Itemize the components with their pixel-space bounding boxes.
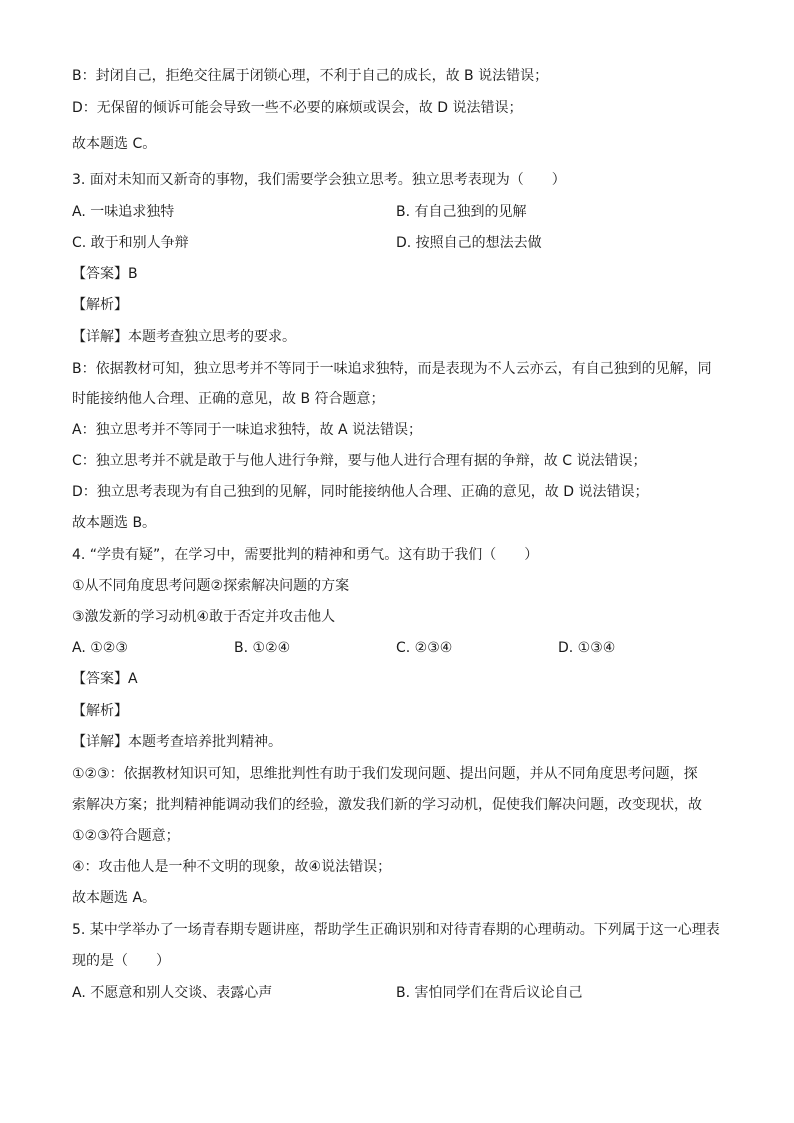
text-line: ①②③符合题意； bbox=[72, 828, 180, 844]
question-4-stem: 4. “学贵有疑”，在学习中，需要批判的精神和勇气。这有助于我们（ ） bbox=[72, 547, 539, 563]
text-line: 故本题选 C。 bbox=[72, 136, 157, 152]
q4-option-b: B. ①②④ bbox=[234, 640, 291, 656]
text-line: 故本题选 A。 bbox=[72, 890, 157, 906]
text-line: B：封闭自己，拒绝交往属于闭锁心理，不利于自己的成长，故 B 说法错误； bbox=[72, 68, 549, 84]
q4-option-c: C. ②③④ bbox=[396, 640, 453, 656]
text-line: ①②③：依据教材知识可知，思维批判性有助于我们发现问题、提出问题，并从不同角度思考问题，探 bbox=[72, 766, 698, 782]
text-line: 时能接纳他人合理、正确的意见，故 B 符合题意； bbox=[72, 391, 385, 407]
q4-analysis-heading: 【解析】 bbox=[72, 703, 128, 719]
text-line: A：独立思考并不等同于一味追求独特，故 A 说法错误； bbox=[72, 422, 423, 438]
text-line: D：独立思考表现为有自己独到的见解，同时能接纳他人合理、正确的意见，故 D 说法错误； bbox=[72, 484, 649, 500]
text-line: D：无保留的倾诉可能会导致一些不必要的麻烦或误会，故 D 说法错误； bbox=[72, 100, 523, 116]
q3-answer: 【答案】B bbox=[72, 266, 138, 282]
q4-answer: 【答案】A bbox=[72, 671, 138, 687]
q3-option-b: B. 有自己独到的见解 bbox=[396, 204, 527, 220]
q4-statements-2: ③激发新的学习动机④敢于否定并攻击他人 bbox=[72, 609, 336, 625]
text-line: 故本题选 B。 bbox=[72, 515, 157, 531]
q4-detail-heading: 【详解】本题考查培养批判精神。 bbox=[72, 734, 282, 750]
q4-option-d: D. ①③④ bbox=[558, 640, 616, 656]
q3-option-a: A. 一味追求独特 bbox=[72, 204, 175, 220]
q3-option-c: C. 敢于和别人争辩 bbox=[72, 235, 189, 251]
q3-analysis-heading: 【解析】 bbox=[72, 297, 128, 313]
text-line: ④：攻击他人是一种不文明的现象，故④说法错误； bbox=[72, 859, 392, 875]
q3-detail-heading: 【详解】本题考查独立思考的要求。 bbox=[72, 329, 296, 345]
q5-option-a: A. 不愿意和别人交谈、表露心声 bbox=[72, 985, 273, 1001]
text-line: 索解决方案；批判精神能调动我们的经验，激发我们新的学习动机，促使我们解决问题，改变现状，故 bbox=[72, 797, 702, 813]
question-3-stem: 3. 面对未知而又新奇的事物，我们需要学会独立思考。独立思考表现为（ ） bbox=[72, 172, 566, 188]
q3-option-d: D. 按照自己的想法去做 bbox=[396, 235, 542, 251]
text-line: 现的是（ ） bbox=[72, 953, 170, 969]
text-line: C：独立思考并不就是敢于与他人进行争辩，要与他人进行合理有据的争辩，故 C 说法错误； bbox=[72, 453, 647, 469]
q4-statements-1: ①从不同角度思考问题②探索解决问题的方案 bbox=[72, 578, 350, 594]
q5-option-b: B. 害怕同学们在背后议论自己 bbox=[396, 985, 583, 1001]
q4-option-a: A. ①②③ bbox=[72, 640, 128, 656]
text-line: B：依据教材可知，独立思考并不等同于一味追求独特，而是表现为不人云亦云，有自己独到的见解，同 bbox=[72, 361, 712, 377]
question-5-stem: 5. 某中学举办了一场青春期专题讲座，帮助学生正确识别和对待青春期的心理萌动。下列属于这一心理表 bbox=[72, 922, 720, 938]
